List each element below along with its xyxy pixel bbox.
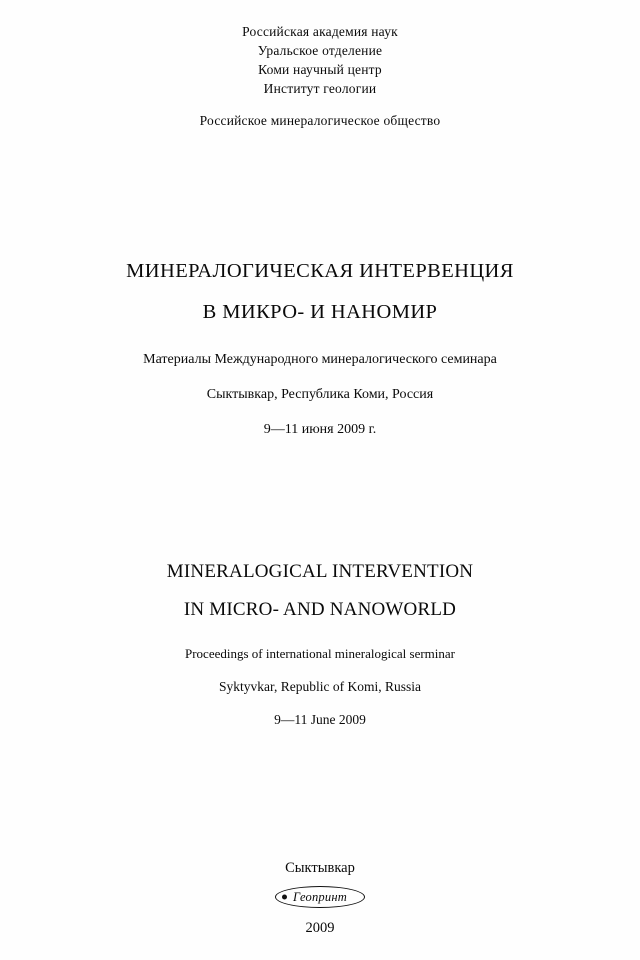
russian-title-block bbox=[0, 258, 640, 440]
publisher-logo-icon bbox=[275, 886, 365, 908]
russian-place: Сыктывкар, Республика Коми, Россия bbox=[206, 387, 434, 402]
imprint-city: Сыктывкар bbox=[285, 860, 355, 876]
english-dates: 9—11 June 2009 bbox=[274, 712, 366, 727]
imprint-year: 2009 bbox=[305, 920, 335, 936]
publisher-name: Геопринт bbox=[293, 889, 347, 904]
organization-block bbox=[0, 22, 640, 130]
russian-dates: 9—11 июня 2009 г. bbox=[263, 422, 377, 437]
publisher-logo-row bbox=[0, 884, 640, 910]
organization-line-branch: Уральское отделение bbox=[257, 43, 383, 58]
russian-subtitle: Материалы Международного минералогического семинара bbox=[143, 352, 497, 367]
russian-title-line-2: В МИКРО- И НАНОМИР bbox=[202, 301, 438, 323]
imprint-block bbox=[0, 858, 640, 938]
english-subtitle: Proceedings of international mineralogical serminar bbox=[184, 646, 456, 661]
russian-title-line-1: МИНЕРАЛОГИЧЕСКАЯ ИНТЕРВЕНЦИЯ bbox=[126, 260, 514, 282]
english-title-line-1: MINERALOGICAL INTERVENTION bbox=[166, 561, 474, 582]
english-title-block bbox=[0, 560, 640, 729]
organization-line-academy: Российская академия наук bbox=[242, 24, 398, 39]
english-title-line-2: IN MICRO- AND NANOWORLD bbox=[183, 599, 457, 620]
organization-society: Российское минералогическое общество bbox=[199, 113, 441, 128]
organization-line-institute: Институт геологии bbox=[263, 81, 377, 96]
publisher-logo-dot bbox=[282, 895, 287, 900]
english-place: Syktyvkar, Republic of Komi, Russia bbox=[219, 679, 421, 694]
organization-line-center: Коми научный центр bbox=[258, 62, 382, 77]
